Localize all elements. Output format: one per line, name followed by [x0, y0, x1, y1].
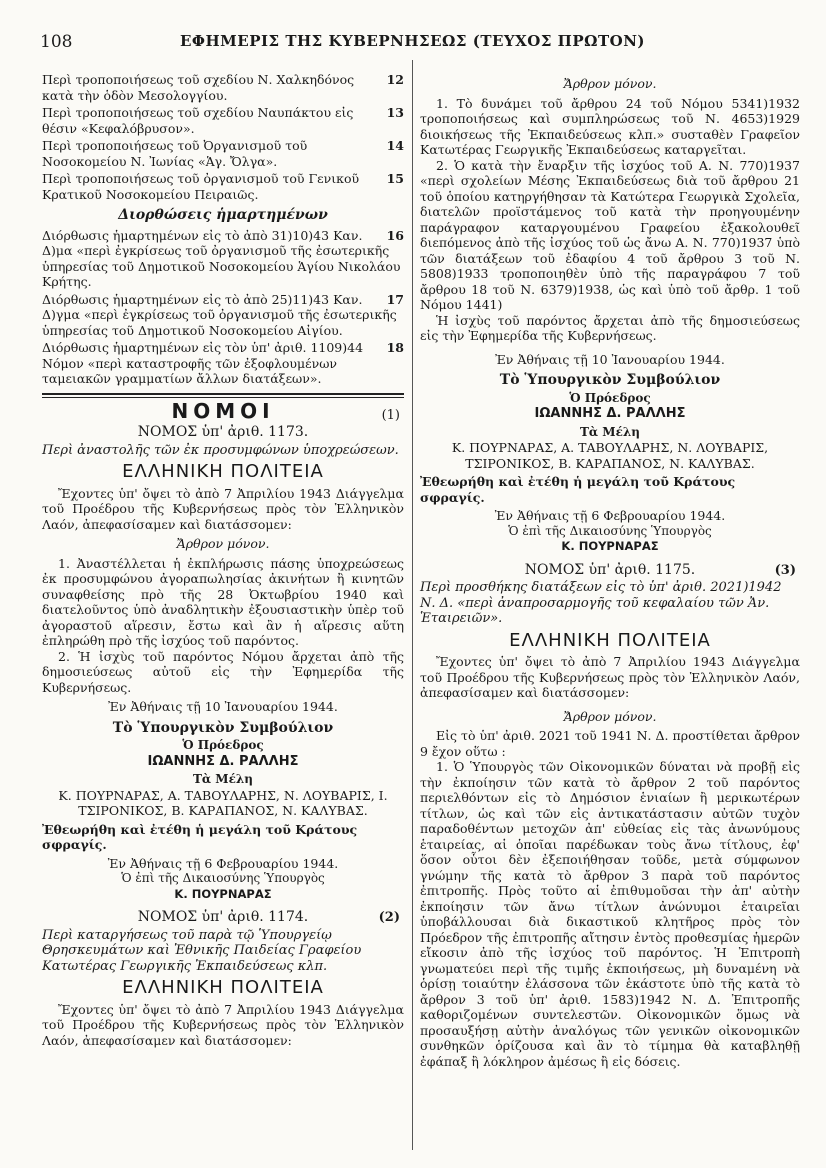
law1-tag: (1) [381, 407, 400, 423]
law1-minister-name: Κ. ΠΟΥΡΝΑΡΑΣ [174, 886, 272, 901]
toc-page: 12 [386, 72, 404, 87]
law1-subject: Περὶ ἀναστολῆς τῶν ἐκ προσυμφώνων ὑποχρεώσεων. [42, 442, 399, 458]
toc-text: Περὶ τροποποιήσεως τοῦ σχεδίου Ν. Χαλκηδόνος κατὰ τὴν ὁδὸν Μεσολογγίου. [42, 72, 355, 103]
page-header [40, 30, 800, 56]
law1-paragraph-1: 1. Ἀναστέλλεται ἡ ἐκπλήρωσις πάσης ὑποχρεώσεως ἐκ προσυμφώνου ἀγοραπωλησίας ἀκινήτων ἢ κινητῶν συναφθείσης πρὸ τῆς 28 Ὀκτωβρίου 1940 καὶ διατελοῦντος ὑπὸ ἀναδλητικὴν ἐξουσιαστικὴν ὑπὲρ τοῦ ἀγοραστοῦ αἵρεσιν, ἔστω καὶ ἂν ἡ αἵρεσις αὕτη ἐπληρώθη πρὸ τῆς ἰσχύος τοῦ παρόντος. [42, 555, 404, 648]
running-title: ΕΦΗΜΕΡΙΣ ΤΗΣ ΚΥΒΕΡΝΗΣΕΩΣ (ΤΕΥΧΟΣ ΠΡΩΤΟΝ) [180, 32, 645, 50]
section-rule-thin [42, 397, 404, 398]
law2-date: Ἐν Ἀθήναις τῇ 10 Ἰανουαρίου 1944. [495, 351, 725, 367]
law2-members-line-2: ΤΣΙΡΟΝΙΚΟΣ, Β. ΚΑΡΑΠΑΝΟΣ, Ν. ΚΑΛΥΒΑΣ. [465, 455, 755, 471]
right-column [420, 72, 800, 1069]
toc-page: 13 [386, 105, 404, 120]
law2-paragraph-1: 1. Τὸ δυνάμει τοῦ ἄρθρου 24 τοῦ Νόμου 5341)1932 τροποποιήσεως καὶ συμπληρώσεως τοῦ Ν. 4653)1929 διοικήσεως τῆς Ἐκπαιδεύσεως κλπ.» συσταθὲν Γραφεῖον Κατωτέρας Γεωργικῆς Ἐκπαιδεύσεως καταργεῖται. [420, 95, 800, 157]
law2-members-line-1: Κ. ΠΟΥΡΝΑΡΑΣ, Α. ΤΑΒΟΥΛΑΡΗΣ, Ν. ΛΟΥΒΑΡΙΣ, [451, 440, 769, 455]
correction-item [42, 228, 404, 290]
law1-president-label: Ὁ Πρόεδρος [182, 738, 264, 752]
law2-seal: Ἐθεωρήθη καὶ ἐτέθη ἡ μεγάλη τοῦ Κράτους σφραγίς. [420, 474, 736, 505]
law1-hellenic-state: ΕΛΛΗΝΙΚΗ ΠΟΛΙΤΕΙΑ [122, 461, 324, 482]
law2-paragraph-3: Ἡ ἰσχὺς τοῦ παρόντος ἄρχεται ἀπὸ τῆς δημοσιεύσεως εἰς τὴν Ἐφημερίδα τῆς Κυβερνήσεως. [420, 312, 800, 343]
law2-minister-name: Κ. ΠΟΥΡΝΑΡΑΣ [561, 539, 659, 553]
toc-page: 14 [386, 138, 404, 153]
law2-hellenic-state: ΕΛΛΗΝΙΚΗ ΠΟΛΙΤΕΙΑ [122, 977, 324, 998]
correction-page: 17 [386, 291, 404, 307]
law3-title-left [42, 910, 404, 926]
law2-president-name: ΙΩΑΝΝΗΣ Δ. ΡΑΛΛΗΣ [534, 406, 686, 421]
law1-seal: Ἐθεωρήθη καὶ ἐτέθη ἡ μεγάλη τοῦ Κράτους σφραγίς. [42, 821, 358, 852]
toc-item [42, 138, 404, 169]
law2-council: Τὸ Ὑπουργικὸν Συμβούλιον [499, 372, 721, 388]
law1-preamble: Ἔχοντες ὑπ' ὄψει τὸ ἀπὸ 7 Ἀπριλίου 1943 Διάγγελμα τοῦ Προέδρου τῆς Κυβερνήσεως πρὸς τὸν Ἑλληνικὸν Λαόν, ἀπεφασίσαμεν καὶ διατάσσομεν: [42, 485, 404, 532]
law2-members-label: Τὰ Μέλη [579, 424, 641, 439]
law1-minister-label: Ὁ ἐπὶ τῆς Δικαιοσύνης Ὑπουργὸς [121, 871, 325, 885]
law1-members-line-1: Κ. ΠΟΥΡΝΑΡΑΣ, Α. ΤΑΒΟΥΛΑΡΗΣ, Ν. ΛΟΥΒΑΡΙΣ, Ι. [58, 787, 388, 803]
law1-article-heading: Ἄρθρον μόνον. [176, 536, 270, 551]
law3b-title: ΝΟΜΟΣ ὑπ' ἀριθ. 1174. [137, 909, 309, 925]
toc-text: Περὶ τροποποιήσεως τοῦ ὀργανισμοῦ τοῦ Γενικοῦ Κρατικοῦ Νοσοκομείου Πειραιῶς. [42, 171, 360, 202]
law2-seal-date: Ἐν Ἀθήναις τῇ 6 Φεβρουαρίου 1944. [494, 508, 726, 523]
law1-members-label: Τὰ Μέλη [192, 772, 254, 786]
toc-text: Περὶ τροποποιήσεως τοῦ Ὀργανισμοῦ τοῦ Νοσοκομείου Ν. Ἰωνίας «Ἁγ. Ὄλγα». [42, 138, 308, 169]
law1-council: Τὸ Ὑπουργικὸν Συμβούλιον [112, 719, 334, 736]
law3-hellenic-state: ΕΛΛΗΝΙΚΗ ΠΟΛΙΤΕΙΑ [509, 629, 711, 651]
correction-page: 16 [386, 227, 404, 243]
law3-title-row [420, 563, 800, 579]
nomoi-heading [42, 398, 404, 423]
toc-item [42, 171, 404, 202]
law2-minister-label: Ὁ ἐπὶ τῆς Δικαιοσύνης Ὑπουργὸς [508, 523, 712, 538]
law1-date: Ἐν Ἀθήναις τῇ 10 Ἰανουαρίου 1944. [108, 699, 338, 714]
law1-seal-date: Ἐν Ἀθήναις τῇ 6 Φεβρουαρίου 1944. [107, 855, 339, 871]
law1-paragraph-2: 2. Ἡ ἰσχὺς τοῦ παρόντος Νόμου ἄρχεται ἀπὸ τῆς δημοσιεύσεως αὐτοῦ εἰς τὴν Ἐφημερίδα τῆς Κυβερνήσεως. [42, 648, 404, 695]
law2-subject: Περὶ καταργήσεως τοῦ παρὰ τῷ Ὑπουργείῳ Θρησκευμάτων καὶ Ἐθνικῆς Παιδείας Γραφείου Κατωτέρας Γεωργικῆς Ἐκπαιδεύσεως κλπ. [42, 927, 362, 974]
toc-list [42, 72, 404, 202]
law2-tag: (2) [378, 910, 400, 925]
law3-article-heading: Ἄρθρον μόνον. [563, 708, 657, 724]
toc-text: Περὶ τροποποιήσεως τοῦ σχεδίου Ναυπάκτου εἰς θέσιν «Κεφαλόβρυσον». [42, 105, 354, 136]
law3-title: ΝΟΜΟΣ ὑπ' ἀριθ. 1175. [524, 561, 696, 578]
law2-preamble: Ἔχοντες ὑπ' ὄψει τὸ ἀπὸ 7 Ἀπριλίου 1943 Διάγγελμα τοῦ Προέδρου τῆς Κυβερνήσεως πρὸς τὸν Ἑλληνικὸν Λαόν, ἀπεφασίσαμεν καὶ διατάσσομεν: [42, 1001, 404, 1048]
law3-tag: (3) [774, 562, 796, 578]
law1-title: ΝΟΜΟΣ ὑπ' ἀριθ. 1173. [137, 424, 309, 440]
correction-text: Διόρθωσις ἡμαρτημένων εἰς τὸ ἀπὸ 31)10)43 Καν. Δ)μα «περὶ ἐγκρίσεως τοῦ ὀργανισμοῦ τῆς ἐσωτερικῆς ὑπηρεσίας τοῦ Δημοτικοῦ Νοσοκομείου Ἁγίου Νικολάου Κρήτης. [42, 227, 401, 289]
law1-president-name: ΙΩΑΝΝΗΣ Δ. ΡΑΛΛΗΣ [147, 753, 299, 769]
correction-item [42, 292, 404, 339]
law2-president-label: Ὁ Πρόεδρος [569, 390, 651, 405]
page-number: 108 [40, 32, 73, 52]
law3-intro: Εἰς τὸ ὑπ' ἀριθ. 2021 τοῦ 1941 Ν. Δ. προστίθεται ἄρθρον 9 ἔχον οὕτω : [420, 728, 800, 759]
toc-item [42, 72, 404, 103]
nomoi-title: ΝΟΜΟΙ [171, 398, 275, 423]
correction-text: Διόρθωσις ἡμαρτημένων εἰς τὸ ἀπὸ 25)11)43 Καν. Δ)γμα «περὶ ἐγκρίσεως τοῦ ὀργανισμοῦ τῆς ἐσωτερικῆς ὑπηρεσίας τοῦ Δημοτικοῦ Νοσοκομείου Αἰγίου. [42, 291, 397, 338]
law3-preamble: Ἔχοντες ὑπ' ὄψει τὸ ἀπὸ 7 Ἀπριλίου 1943 Διάγγελμα τοῦ Προέδρου τῆς Κυβερνήσεως πρὸς τὸν Ἑλληνικὸν Λαόν, ἀπεφασίσαμεν καὶ διατάσσομεν: [420, 654, 800, 700]
toc-item [42, 105, 404, 136]
corrections-list [42, 228, 404, 387]
correction-page: 18 [386, 340, 404, 355]
correction-item [42, 340, 404, 387]
law3-subject: Περὶ προσθήκης διατάξεων εἰς τὸ ὑπ' ἀριθ. 2021)1942 Ν. Δ. «περὶ ἀναπροσαρμογῆς τοῦ κεφαλαίου τῶν Ἀν. Ἑταιρειῶν». [420, 580, 782, 626]
column-divider [412, 60, 413, 1150]
law1-members-line-2: ΤΣΙΡΟΝΙΚΟΣ, Β. ΚΑΡΑΠΑΝΟΣ, Ν. ΚΑΛΥΒΑΣ. [78, 803, 368, 818]
toc-page: 15 [386, 171, 404, 186]
law3-paragraph-1: 1. Ὁ Ὑπουργὸς τῶν Οἰκονομικῶν δύναται νὰ προβῇ εἰς τὴν ἐκποίησιν τῶν κατὰ τὸ ἄρθρον 2 τοῦ παρόντος περιελθόντων εἰς τὸ Δημόσιον ἑνιαίων ἢ μερικωτέρων τίτλων, ὡς καὶ τῶν εἰς ἀντικατάστασιν αὐτῶν τυχὸν παραδοθέντων μετοχῶν ἀπ' εὐθείας εἰς τὰς ἀνωνύμους ἑταιρείας, αἱ ὁποῖαι παρέδωκαν τοὺς ἄνω τίτλους, ἐφ' ὅσον οὗτοι δὲν ἐξεποιήθησαν τοῦδε, μετὰ σύμφωνον γνώμην τῆς κατὰ τὸ ἄρθρον 3 παρὰ τοῦ παρόντος ἐπιτροπῆς. Πρὸς τοῦτο αἱ ἐπιθυμοῦσαι τὴν ἀπ' αὐτὴν ἐκποίησιν τῶν ἄνω τίτλων ἀνώνυμοι ἑταιρεῖαι ὑποβάλλουσαι διὰ δικαστικοῦ κλητῆρος πρὸς τὸν Πρόεδρον τῆς ἐπιτροπῆς αἴτησιν ἐντὸς προθεσμίας ἡμερῶν εἴκοσιν ἀπὸ τῆς ἰσχύος τοῦ παρόντος. Ἡ Ἐπιτροπὴ γνωματεύει περὶ τῆς τιμῆς ἐκποιήσεως, μὴ δυναμένη νὰ ὁρίσῃ τοιαύτην ἐλάσσονα τῶν ἑκάστοτε ὑπὸ τῆς κατὰ τὸ ἄρθρον 3 τοῦ ὑπ' ἀριθ. 1583)1942 Ν. Δ. Ἐπιτροπῆς καθοριζομένων συντελεστῶν. Οἰκονομικῶν ὅμως νὰ προσαυξήσῃ αὐτὴν ἀναλόγως τῶν γενικῶν οἰκονομικῶν συνθηκῶν ὁρίζουσα καὶ ἂν τὸ τίμημα θὰ καταβληθῇ ἐφάπαξ ἢ λόκληρον ἀμέσως ἢ εἰς δόσεις. [420, 759, 800, 1069]
correction-text: Διόρθωσις ἡμαρτημένων εἰς τὸν ὑπ' ἀριθ. 1109)44 Νόμον «περὶ καταστροφῆς τῶν ἐξοφλουμένων ταμειακῶν γραμματίων ἄλλων διατάξεων». [42, 340, 364, 386]
corrections-heading: Διορθώσεις ἡμαρτημένων [118, 207, 328, 223]
law2-article-heading: Ἄρθρον μόνον. [563, 76, 657, 91]
law2-paragraph-2: 2. Ὁ κατὰ τὴν ἔναρξιν τῆς ἰσχύος τοῦ Α. Ν. 770)1937 «περὶ σχολείων Μέσης Ἐκπαιδεύσεως διὰ τοῦ ἄρθρου 21 τοῦ ὁποίου κατηργήθησαν τὰ Κατώτερα Γεωργικὰ Σχολεῖα, διατελῶν προϊστάμενος τοῦ κατὰ τὴν προηγουμένην παράγραφον καταργουμένου Γραφείου ἐξακολουθεῖ διεπόμενος ἀπὸ τῆς ἰσχύος τοῦ ὡς ἄνω Α. Ν. 770)1937 ὑπὸ τῶν διατάξεων τοῦ ἐδαφίου 4 τοῦ ἄρθρου 3 τοῦ Ν. 5808)1933 τροποποιηθὲν ὑπὸ τῆς παραγράφου 7 τοῦ ἄρθρου 18 τοῦ Ν. 6379)1938, ὡς καὶ ὑπὸ τοῦ ἄρθρ. 1 τοῦ Νόμου 1441) [420, 157, 800, 312]
left-column [42, 72, 404, 1048]
section-rule [42, 393, 404, 395]
